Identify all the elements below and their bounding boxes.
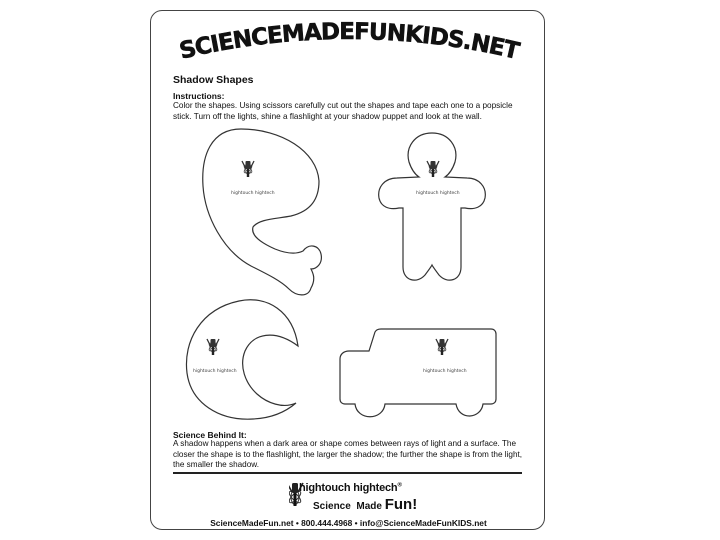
contact-line: ScienceMadeFun.net • 800.444.4968 • info@ScienceMadeFunKIDS.net xyxy=(210,518,487,528)
brand-tagline xyxy=(313,496,417,513)
instructions-text: Color the shapes. Using scissors carefully cut out the shapes and tape each one to a popsicle stick. Turn off the lights, shine a flashlight at your shadow puppet and look at the wall. xyxy=(173,101,513,121)
tagline-fun: Fun! xyxy=(384,496,418,513)
worksheet-page xyxy=(150,10,545,530)
tagline-science: Science xyxy=(313,501,351,512)
truck-badge: hightouch hightech xyxy=(423,369,467,374)
gingerbread-shape xyxy=(379,133,486,280)
question-mark-shape xyxy=(203,129,322,295)
tagline-made: Made xyxy=(356,501,382,512)
truck-shape xyxy=(340,329,496,417)
shapes-area xyxy=(151,11,546,431)
brand-registered-mark: ® xyxy=(397,482,402,489)
brand-name xyxy=(299,482,402,494)
site-banner-text: SCIENCEMADEFUNKIDS.NET xyxy=(177,18,521,65)
divider-line xyxy=(173,472,522,474)
crescent-moon-shape xyxy=(186,300,298,419)
science-text: A shadow happens when a dark area or shape comes between rays of light and a surface. The closer the shape is to the flashlight, the larger the shadow; the further the shape is from the light, the smaller the shadow. xyxy=(173,439,523,469)
brand-text: hightouch hightech xyxy=(299,482,398,494)
gingerbread-badge: hightouch hightech xyxy=(416,191,460,196)
worksheet-title: Shadow Shapes xyxy=(173,74,254,86)
moon-badge: hightouch hightech xyxy=(193,369,237,374)
science-heading: Science Behind It: xyxy=(173,430,247,440)
instructions-heading: Instructions: xyxy=(173,91,225,101)
question-mark-badge: hightouch hightech xyxy=(231,191,275,196)
